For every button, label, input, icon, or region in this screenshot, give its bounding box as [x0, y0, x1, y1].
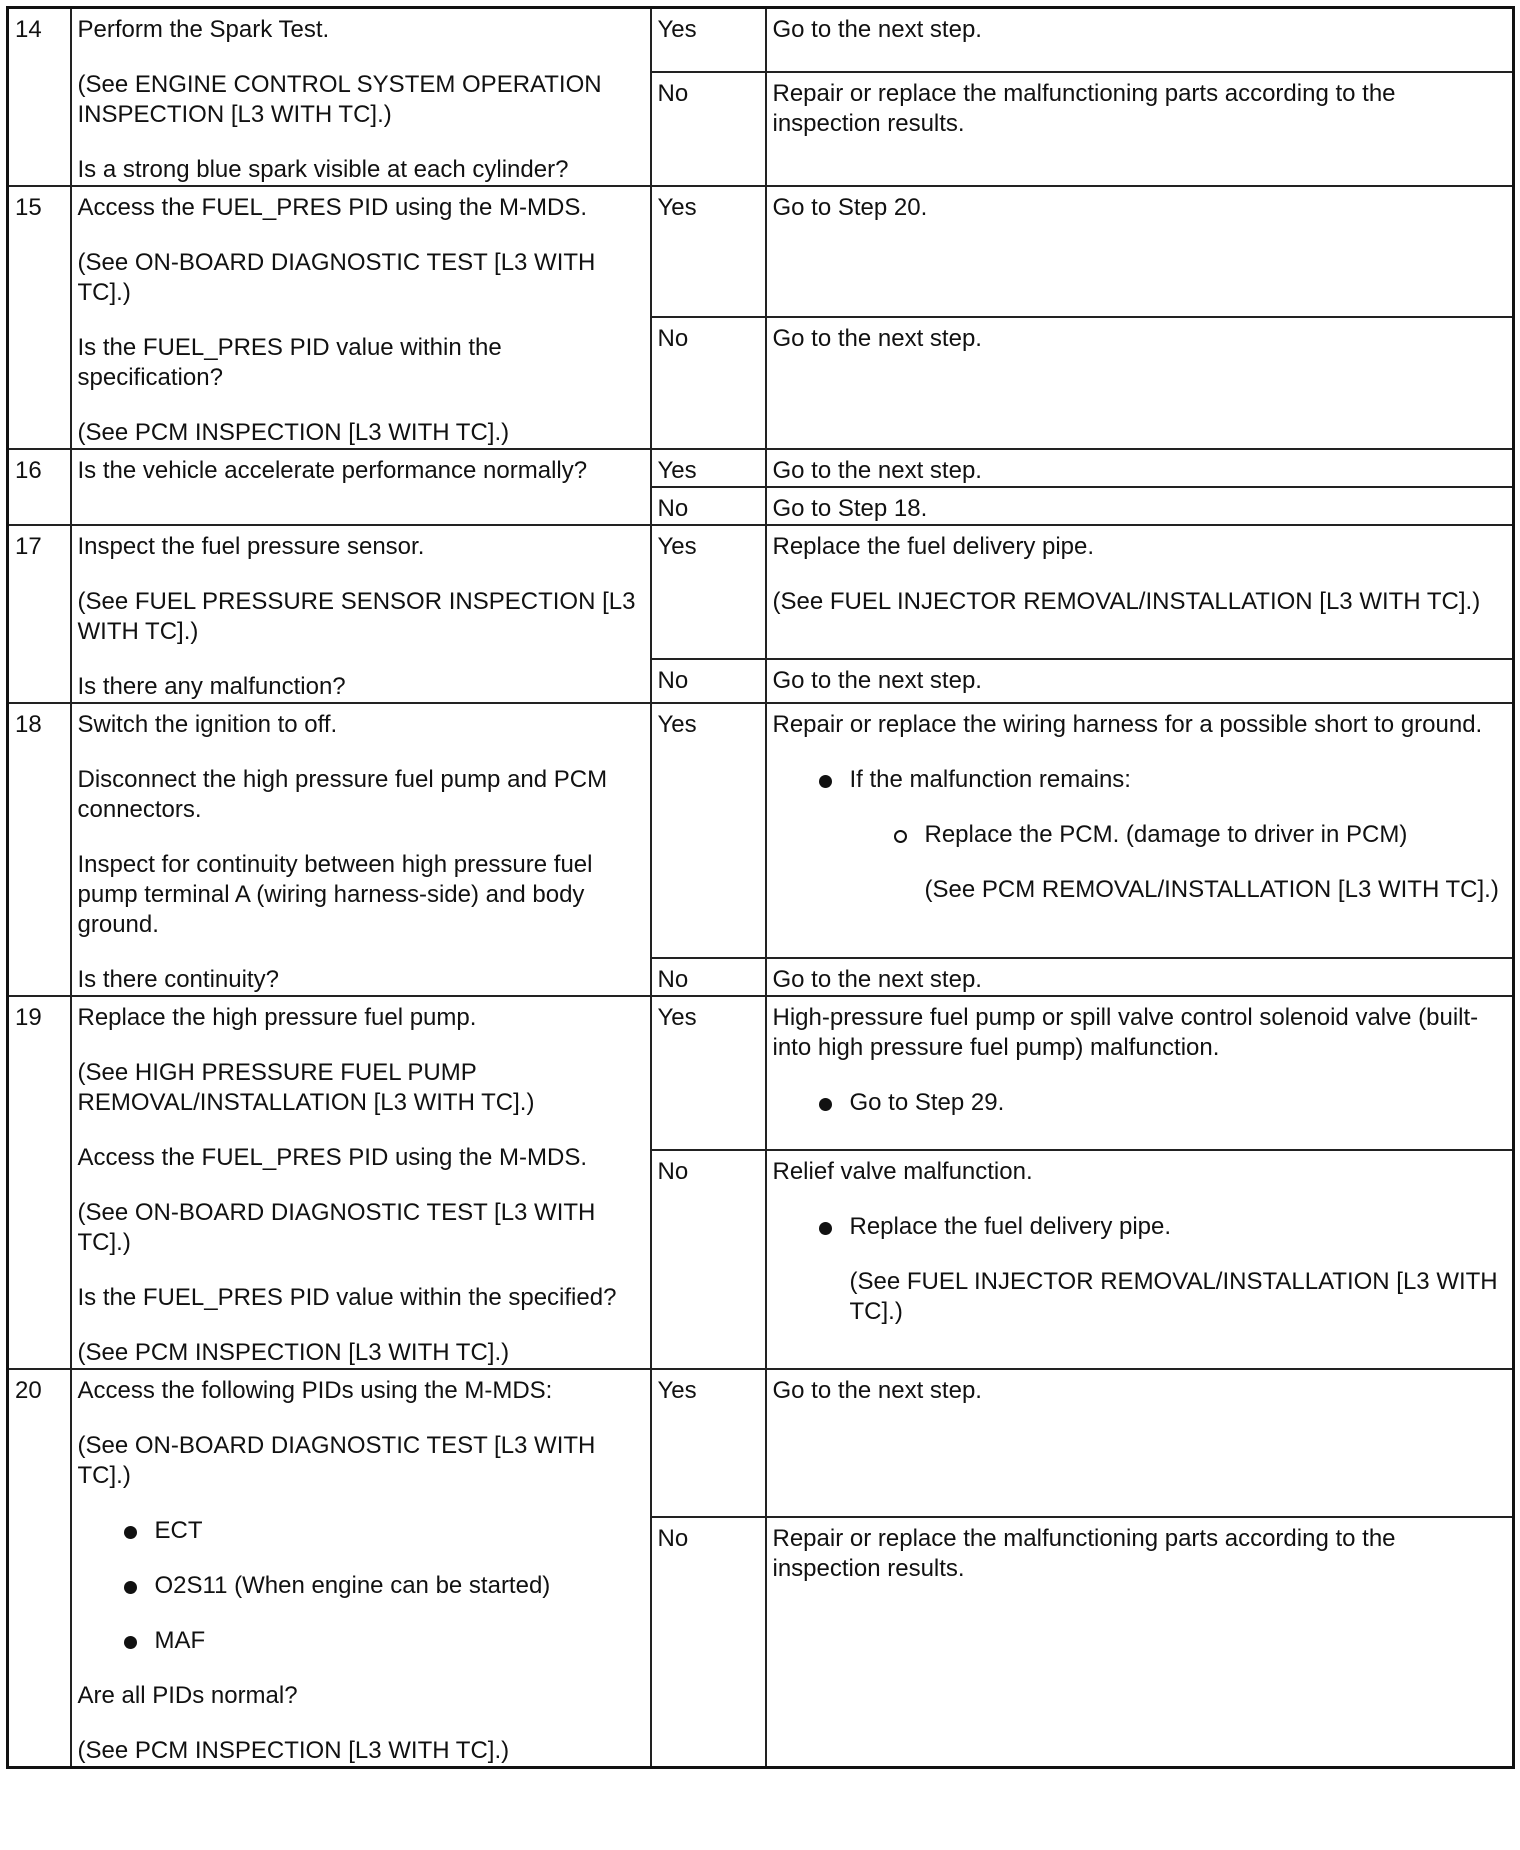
step-action [71, 525, 651, 703]
yes-label: Yes [651, 703, 766, 958]
action-text: Replace the high pressure fuel pump. [77, 1004, 477, 1031]
action-text: (See ON-BOARD DIAGNOSTIC TEST [L3 WITH TC].) [77, 1199, 596, 1256]
yes-label: Yes [651, 449, 766, 487]
no-result [766, 1150, 1514, 1369]
no-label: No [651, 72, 766, 186]
step-number: 15 [8, 186, 71, 449]
step-17-yes-row [8, 525, 1514, 659]
step-number: 18 [8, 703, 71, 996]
yes-label: Yes [651, 525, 766, 659]
yes-label: Yes [651, 1369, 766, 1517]
no-result: Go to the next step. [766, 958, 1514, 996]
action-text: Disconnect the high pressure fuel pump and PCM connectors. [77, 766, 608, 823]
action-text: Is the vehicle accelerate performance normally? [77, 457, 588, 484]
action-text: Access the FUEL_PRES PID using the M-MDS. [77, 1144, 588, 1171]
no-result: Go to the next step. [766, 659, 1514, 703]
no-label: No [651, 487, 766, 525]
result-text: Replace the fuel delivery pipe. [772, 533, 1095, 560]
action-text: Inspect for continuity between high pressure fuel pump terminal A (wiring harness-side) and body ground. [77, 851, 593, 938]
step-action [71, 1369, 651, 1768]
action-text: Perform the Spark Test. [77, 16, 330, 43]
diagnostic-table [6, 6, 1515, 1769]
action-text: Access the following PIDs using the M-MDS: [77, 1377, 553, 1404]
no-label: No [651, 958, 766, 996]
yes-label: Yes [651, 996, 766, 1150]
result-reference: (See PCM REMOVAL/INSTALLATION [L3 WITH TC].) [924, 876, 1499, 903]
no-result: Repair or replace the malfunctioning parts according to the inspection results. [766, 72, 1514, 186]
step-action [71, 8, 651, 187]
result-sub-bullet: Replace the PCM. (damage to driver in PCM) [773, 820, 1507, 850]
step-15-yes-row [8, 186, 1514, 317]
action-text: Is there continuity? [77, 966, 279, 993]
result-text: Repair or replace the wiring harness for a possible short to ground. [772, 711, 1483, 738]
action-text: Is the FUEL_PRES PID value within the specification? [77, 334, 502, 391]
step-14-yes-row [8, 8, 1514, 73]
step-action [71, 449, 651, 525]
yes-label: Yes [651, 186, 766, 317]
no-label: No [651, 1517, 766, 1768]
action-text: Are all PIDs normal? [77, 1682, 298, 1709]
no-label: No [651, 1150, 766, 1369]
pid-bullet: O2S11 (When engine can be started) [78, 1571, 644, 1601]
yes-result [766, 703, 1514, 958]
result-bullet: If the malfunction remains: [773, 765, 1507, 795]
action-text: Is the FUEL_PRES PID value within the specified? [77, 1284, 617, 1311]
action-text: (See ENGINE CONTROL SYSTEM OPERATION INSPECTION [L3 WITH TC].) [77, 71, 602, 128]
result-bullet: Go to Step 29. [773, 1088, 1507, 1118]
result-text: High-pressure fuel pump or spill valve control solenoid valve (built-into high pressure fuel pump) malfunction. [772, 1004, 1479, 1061]
step-action [71, 186, 651, 449]
action-text: Inspect the fuel pressure sensor. [77, 533, 425, 560]
action-text: Access the FUEL_PRES PID using the M-MDS. [77, 194, 588, 221]
yes-result: Go to Step 20. [766, 186, 1514, 317]
step-number: 17 [8, 525, 71, 703]
step-19-yes-row [8, 996, 1514, 1150]
yes-result: Go to the next step. [766, 8, 1514, 73]
result-text: Relief valve malfunction. [772, 1157, 1033, 1185]
action-text: (See ON-BOARD DIAGNOSTIC TEST [L3 WITH TC].) [77, 249, 596, 306]
action-text: (See ON-BOARD DIAGNOSTIC TEST [L3 WITH TC].) [77, 1432, 596, 1489]
no-result: Go to the next step. [766, 317, 1514, 449]
yes-result [766, 996, 1514, 1150]
action-text: (See FUEL PRESSURE SENSOR INSPECTION [L3 WITH TC].) [77, 588, 636, 645]
step-action [71, 703, 651, 996]
action-text: (See HIGH PRESSURE FUEL PUMP REMOVAL/INSTALLATION [L3 WITH TC].) [77, 1059, 535, 1116]
step-action [71, 996, 651, 1369]
yes-result [766, 525, 1514, 659]
step-number: 14 [8, 8, 71, 187]
no-result: Repair or replace the malfunctioning parts according to the inspection results. [766, 1517, 1514, 1768]
pid-bullet: ECT [78, 1516, 644, 1546]
pid-bullet: MAF [78, 1626, 644, 1656]
yes-label: Yes [651, 8, 766, 73]
action-text: Switch the ignition to off. [77, 711, 338, 738]
step-number: 20 [8, 1369, 71, 1768]
result-reference: (See FUEL INJECTOR REMOVAL/INSTALLATION [L3 WITH TC].) [849, 1267, 1498, 1325]
action-text: Is there any malfunction? [77, 673, 346, 700]
result-reference: (See FUEL INJECTOR REMOVAL/INSTALLATION [L3 WITH TC].) [772, 588, 1481, 615]
result-bullet: Replace the fuel delivery pipe. [773, 1212, 1507, 1242]
action-text: (See PCM INSPECTION [L3 WITH TC].) [77, 419, 510, 446]
yes-result: Go to the next step. [766, 449, 1514, 487]
no-label: No [651, 659, 766, 703]
step-18-yes-row [8, 703, 1514, 958]
action-text: Is a strong blue spark visible at each cylinder? [77, 156, 569, 183]
step-16-yes-row [8, 449, 1514, 487]
action-text: (See PCM INSPECTION [L3 WITH TC].) [77, 1737, 510, 1764]
yes-result: Go to the next step. [766, 1369, 1514, 1517]
no-result: Go to Step 18. [766, 487, 1514, 525]
no-label: No [651, 317, 766, 449]
step-20-yes-row [8, 1369, 1514, 1517]
action-text: (See PCM INSPECTION [L3 WITH TC].) [77, 1339, 510, 1366]
step-number: 19 [8, 996, 71, 1369]
step-number: 16 [8, 449, 71, 525]
